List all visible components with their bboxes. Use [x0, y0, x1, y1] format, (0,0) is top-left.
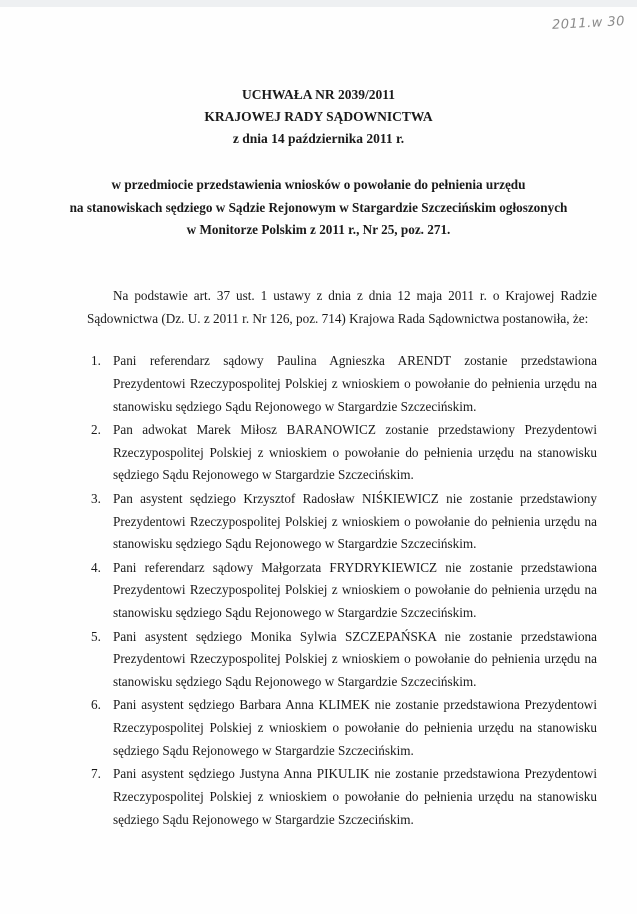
list-item: [87, 626, 597, 694]
item-number: 4.: [91, 559, 101, 575]
list-item: [87, 557, 597, 625]
subject-line-3: w Monitorze Polskim z 2011 r., Nr 25, poz. 271.: [186, 222, 451, 237]
document-subject: [0, 174, 637, 242]
intro-paragraph: [87, 285, 597, 330]
item-text: Pani referendarz sądowy Małgorzata FRYDRYKIEWICZ nie zostanie przedstawiona Prezydentowi Rzeczypospolitej Polskiej z wnioskiem o powołanie do pełnienia urzędu na stanowisku sędziego Sądu Rejonowego w Stargardzie Szczecińskim.: [113, 559, 597, 621]
subject-line-2: na stanowiskach sędziego w Sądzie Rejonowym w Stargardzie Szczecińskim ogłoszonych: [69, 199, 568, 215]
item-number: 7.: [91, 766, 101, 782]
item-text: Pan adwokat Marek Miłosz BARANOWICZ zostanie przedstawiony Prezydentowi Rzeczypospolitej Polskiej z wnioskiem o powołanie do pełnienia urzędu na stanowisku sędziego Sądu Rejonowego w Stargardzie Szczecińskim.: [113, 421, 597, 483]
item-text: Pani referendarz sądowy Paulina Agnieszka ARENDT zostanie przedstawiona Prezydentowi Rzeczypospolitej Polskiej z wnioskiem o powołanie do pełnienia urzędu na stanowisku sędziego Sądu Rejonowego w Stargardzie Szczecińskim.: [113, 353, 597, 414]
list-item: [87, 419, 597, 487]
top-bar: [0, 0, 637, 7]
resolution-number: UCHWAŁA NR 2039/2011: [241, 87, 395, 102]
item-text: Pani asystent sędziego Barbara Anna KLIMEK nie zostanie przedstawiona Prezydentowi Rzeczypospolitej Polskiej z wnioskiem o powołanie do pełnienia urzędu na stanowisku sędziego Sądu Rejonowego w Stargardzie Szczecińskim.: [113, 697, 597, 759]
handwritten-annotation: 2011.w 30: [551, 14, 626, 33]
item-number: 2.: [91, 421, 101, 437]
subject-line-1: w przedmiocie przedstawienia wniosków o powołanie do pełnienia urzędu: [111, 177, 526, 192]
intro-text: Na podstawie art. 37 ust. 1 ustawy z dnia z dnia 12 maja 2011 r. o Krajowej Radzie Sądownictwa (Dz. U. z 2011 r. Nr 126, poz. 714) Krajowa Rada Sądownictwa postanowiła, że:: [87, 288, 597, 326]
issuing-body: KRAJOWEJ RADY SĄDOWNICTWA: [204, 109, 433, 124]
item-number: 6.: [91, 697, 101, 713]
decision-list: [87, 350, 597, 832]
list-item: [87, 488, 597, 556]
item-number: 3.: [91, 490, 101, 506]
item-number: 1.: [91, 353, 101, 368]
list-item: [87, 694, 597, 762]
item-text: Pan asystent sędziego Krzysztof Radosław NIŚKIEWICZ nie zostanie przedstawiony Prezydentowi Rzeczypospolitej Polskiej z wnioskiem o powołanie do pełnienia urzędu na stanowisku sędziego Sądu Rejonowego w Stargardzie Szczecińskim.: [113, 490, 597, 552]
resolution-date: z dnia 14 października 2011 r.: [232, 131, 405, 146]
item-text: Pani asystent sędziego Monika Sylwia SZCZEPAŃSKA nie zostanie przedstawiona Prezydentowi Rzeczypospolitej Polskiej z wnioskiem o powołanie do pełnienia urzędu na stanowisku sędziego Sądu Rejonowego w Stargardzie Szczecińskim.: [113, 628, 597, 690]
list-item: [87, 763, 597, 831]
document-header: [0, 84, 637, 150]
item-text: Pani asystent sędziego Justyna Anna PIKULIK nie zostanie przedstawiona Prezydentowi Rzeczypospolitej Polskiej z wnioskiem o powołanie do pełnienia urzędu na stanowisku sędziego Sądu Rejonowego w Stargardzie Szczecińskim.: [113, 766, 597, 827]
list-item: [87, 350, 597, 418]
item-number: 5.: [91, 628, 101, 644]
